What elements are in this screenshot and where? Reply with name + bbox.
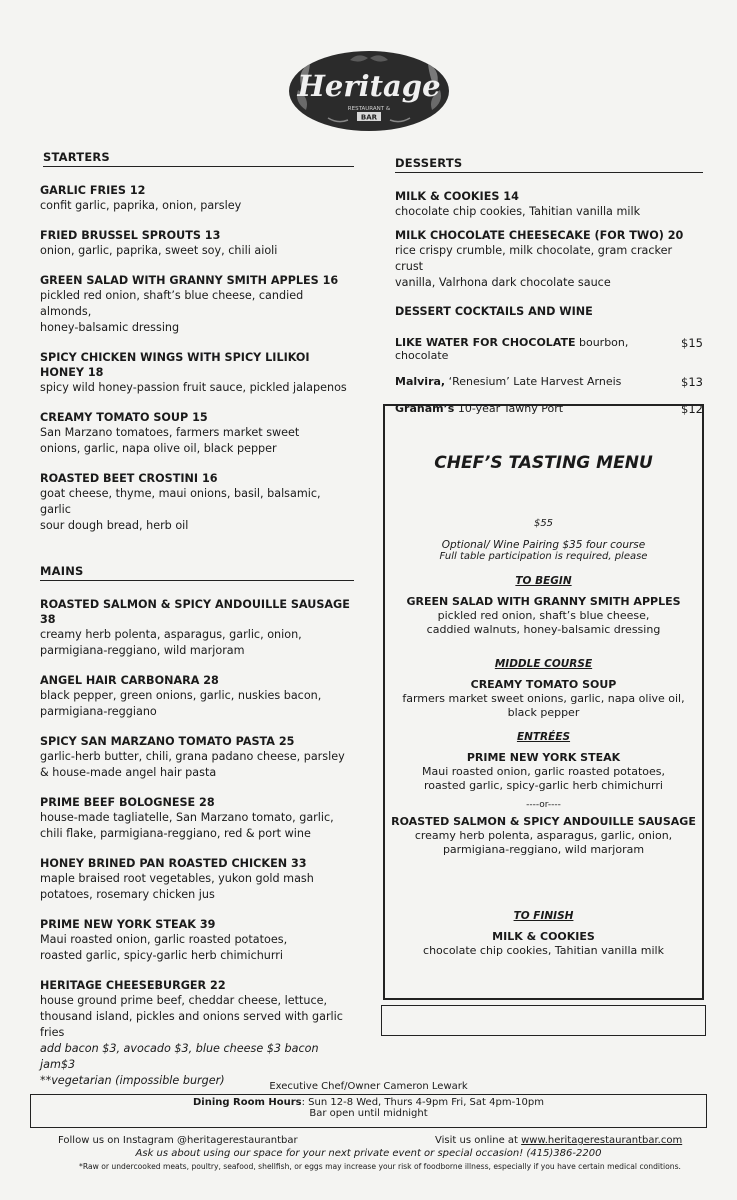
visit-text (435, 1135, 682, 1146)
starter-item-desc: spicy wild honey-passion fruit sauce, pickled jalapenos (40, 381, 347, 394)
tasting-entree2-desc-2: parmigiana-reggiano, wild marjoram (442, 842, 645, 856)
main-item-desc: maple braised root vegetables, yukon gold mash (40, 872, 314, 885)
main-item-name: SPICY SAN MARZANO TOMATO PASTA 25 (40, 735, 295, 748)
main-item (40, 795, 354, 842)
main-item-desc: chili flake, parmigiana-reggiano, red & port wine (40, 827, 311, 840)
tasting-price: $55 (533, 518, 554, 529)
main-item-name: PRIME NEW YORK STEAK 39 (40, 918, 216, 931)
dessert-item (395, 228, 703, 291)
cocktail-price: $13 (681, 375, 703, 389)
starter-item-name: ROASTED BEET CROSTINI 16 (40, 472, 218, 485)
starter-item-desc: onion, garlic, paprika, sweet soy, chili aioli (40, 244, 278, 257)
main-item (40, 978, 354, 1089)
cocktail-desc: 10-year Tawny Port (454, 402, 564, 415)
starters-list (40, 183, 354, 534)
tasting-or: ----or---- (526, 800, 561, 810)
tasting-begin-dish: GREEN SALAD WITH GRANNY SMITH APPLES (406, 595, 681, 608)
dessert-item-desc: chocolate chip cookies, Tahitian vanilla milk (395, 205, 641, 218)
tasting-middle-dish: CREAMY TOMATO SOUP (470, 678, 617, 691)
starter-item-desc: San Marzano tomatoes, farmers market sweet (40, 426, 300, 439)
main-item-name: HONEY BRINED PAN ROASTED CHICKEN 33 (40, 857, 307, 870)
main-item-desc: roasted garlic, spicy-garlic herb chimichurri (40, 949, 284, 962)
main-item-desc: house-made tagliatelle, San Marzano tomato, garlic, (40, 811, 334, 824)
dessert-cocktails-heading: DESSERT COCKTAILS AND WINE (395, 305, 593, 318)
cocktail-name (395, 375, 621, 389)
heritage-logo (288, 50, 450, 132)
starter-item-desc: goat cheese, thyme, maui onions, basil, balsamic, garlic (40, 487, 321, 516)
right-column (395, 156, 703, 429)
tasting-middle-label: MIDDLE COURSE (494, 658, 593, 670)
dessert-item-name: MILK CHOCOLATE CHEESECAKE (FOR TWO) 20 (395, 229, 684, 242)
tasting-wine-pairing: Optional/ Wine Pairing $35 four course (441, 539, 646, 551)
cocktail-name-bold: Graham’s (395, 402, 455, 415)
starter-item (40, 273, 354, 336)
tasting-entree2-dish: ROASTED SALMON & SPICY ANDOUILLE SAUSAGE (391, 815, 696, 828)
tasting-finish-dish: MILK & COOKIES (492, 930, 595, 943)
main-item-desc: house ground prime beef, cheddar cheese, lettuce, (40, 994, 328, 1007)
tasting-entrees-label: ENTRÉES (516, 731, 571, 743)
main-item (40, 673, 354, 720)
starter-item (40, 183, 354, 214)
starter-item-name: FRIED BRUSSEL SPROUTS 13 (40, 229, 221, 242)
starter-item-name: GARLIC FRIES 12 (40, 184, 146, 197)
bar-hours: Bar open until midnight (309, 1108, 428, 1119)
main-item (40, 597, 354, 659)
desserts-heading: DESSERTS (395, 156, 703, 173)
main-item-desc: parmigiana-reggiano, wild marjoram (40, 644, 245, 657)
starter-item-desc: confit garlic, paprika, onion, parsley (40, 199, 242, 212)
tasting-middle-desc-1: farmers market sweet onions, garlic, napa olive oil, (402, 692, 685, 705)
tasting-title: CHEF’S TASTING MENU (434, 453, 653, 473)
starter-item-desc: sour dough bread, herb oil (40, 519, 189, 532)
main-item-name: HERITAGE CHEESEBURGER 22 (40, 979, 226, 992)
main-item-desc: garlic-herb butter, chili, grana padano cheese, parsley (40, 750, 345, 763)
dessert-item (395, 189, 703, 220)
starter-item-name: GREEN SALAD WITH GRANNY SMITH APPLES 16 (40, 274, 339, 287)
raw-food-warning: *Raw or undercooked meats, poultry, seafood, shellfish, or eggs may increase your risk of foodborne illness, especially if you have certain medical conditions. (79, 1162, 681, 1171)
main-item-addons: add bacon $3, avocado $3, blue cheese $3 bacon jam$3 (40, 1042, 319, 1071)
tasting-finish-desc-1: chocolate chip cookies, Tahitian vanilla milk (423, 944, 664, 957)
dessert-item-desc: rice crispy crumble, milk chocolate, gram cracker crust (395, 244, 673, 273)
tasting-middle-desc-2: black pepper (507, 705, 580, 719)
cocktail-desc: ‘Renesium’ Late Harvest Arneis (445, 375, 622, 388)
tasting-entree1-desc-1: Maui roasted onion, garlic roasted potatoes, (422, 765, 665, 778)
hours-label: Dining Room Hours (192, 1097, 302, 1108)
cocktail-name (395, 336, 681, 362)
tasting-entree1-desc-2: roasted garlic, spicy-garlic herb chimichurri (424, 778, 663, 792)
main-item (40, 917, 354, 964)
tasting-note: Full table participation is required, please (439, 551, 648, 562)
cocktail-price: $15 (681, 336, 703, 350)
logo-name: Heritage (297, 69, 441, 103)
tasting-entree1-dish: PRIME NEW YORK STEAK (466, 751, 621, 764)
starter-item-name: SPICY CHICKEN WINGS WITH SPICY LILIKOI HONEY 18 (40, 351, 310, 379)
cocktail-price: $12 (681, 402, 703, 416)
left-column (40, 150, 354, 1103)
tasting-entree2-desc-1: creamy herb polenta, asparagus, garlic, onion, (414, 829, 673, 842)
dessert-item-name: MILK & COOKIES 14 (395, 190, 519, 203)
executive-chef: Executive Chef/Owner Cameron Lewark (269, 1081, 468, 1092)
logo-sub: RESTAURANT & (347, 106, 391, 112)
tasting-begin-desc-1: pickled red onion, shaft’s blue cheese, (437, 609, 650, 622)
starter-item-desc: pickled red onion, shaft’s blue cheese, candied almonds, (40, 289, 304, 318)
main-item-desc: black pepper, green onions, garlic, nuskies bacon, (40, 689, 322, 702)
main-item (40, 856, 354, 903)
starter-item-desc: honey-balsamic dressing (40, 321, 180, 334)
desserts-list (395, 189, 703, 291)
starter-item (40, 350, 354, 396)
tasting-begin-desc-2: caddied walnuts, honey-balsamic dressing (426, 622, 661, 636)
private-event-text: Ask us about using our space for your next private event or special occasion! (415)386-2200 (135, 1148, 602, 1159)
tasting-begin-label: TO BEGIN (515, 575, 572, 587)
main-item-desc: Maui roasted onion, garlic roasted potatoes, (40, 933, 288, 946)
starter-item (40, 471, 354, 534)
starter-item-desc: onions, garlic, napa olive oil, black pepper (40, 442, 277, 455)
tasting-finish-label: TO FINISH (513, 910, 574, 922)
cocktail-row (395, 336, 703, 362)
logo-bar: BAR (360, 113, 378, 122)
mains-list (40, 597, 354, 1089)
tasting-menu-box (383, 404, 704, 1000)
main-item-desc: potatoes, rosemary chicken jus (40, 888, 215, 901)
main-item-name: ROASTED SALMON & SPICY ANDOUILLE SAUSAGE 38 (40, 598, 350, 626)
cocktail-name-bold: LIKE WATER FOR CHOCOLATE (395, 336, 576, 349)
cocktail-row (395, 375, 703, 389)
blank-box (381, 1005, 706, 1036)
instagram-text: Follow us on Instagram @heritagerestaurantbar (58, 1135, 298, 1146)
main-item-desc: parmigiana-reggiano (40, 705, 157, 718)
main-item-desc: creamy herb polenta, asparagus, garlic, onion, (40, 628, 302, 641)
main-item (40, 734, 354, 781)
hours-box (30, 1094, 707, 1128)
main-item-desc: & house-made angel hair pasta (40, 766, 217, 779)
starter-item (40, 228, 354, 259)
cocktail-desc: bourbon, chocolate (395, 336, 629, 362)
main-item-name: PRIME BEEF BOLOGNESE 28 (40, 796, 215, 809)
cocktail-name-bold: Malvira, (395, 375, 446, 388)
starter-item-name: CREAMY TOMATO SOUP 15 (40, 411, 208, 424)
main-item-addons: **vegetarian (impossible burger) (40, 1074, 225, 1087)
mains-heading: MAINS (40, 564, 354, 581)
dessert-item-desc: vanilla, Valrhona dark chocolate sauce (395, 276, 611, 289)
visit-label: Visit us online at (435, 1135, 522, 1146)
main-item-name: ANGEL HAIR CARBONARA 28 (40, 674, 219, 687)
main-item-desc: thousand island, pickles and onions served with garlic fries (40, 1010, 343, 1039)
hours-text: : Sun 12-8 Wed, Thurs 4-9pm Fri, Sat 4pm-10pm (301, 1097, 544, 1108)
starters-heading: STARTERS (43, 150, 354, 167)
website-link[interactable]: www.heritagerestaurantbar.com (521, 1135, 683, 1146)
starter-item (40, 410, 354, 457)
